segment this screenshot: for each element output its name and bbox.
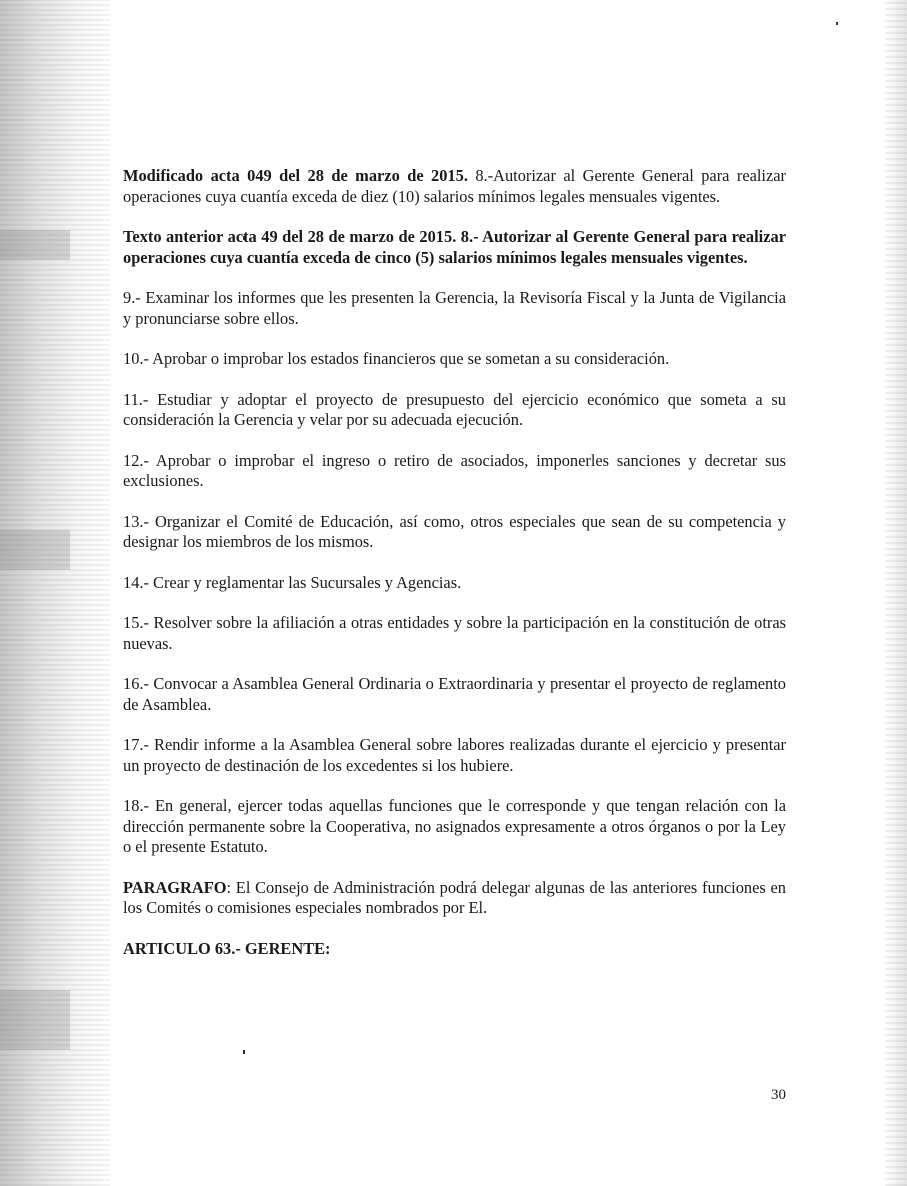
paragraph-item-8-previous: Texto anterior acta 49 del 28 de marzo de 2015. 8.- Autorizar al Gerente General para realizar operaciones cuya cuantía exceda de cinco (5) salarios mínimos legales mensuales vigentes. <box>123 227 786 267</box>
paragraph-item-12: 12.- Aprobar o improbar el ingreso o retiro de asociados, imponerles sanciones y decretar sus exclusiones. <box>123 450 786 490</box>
scan-edge-right <box>885 0 907 1186</box>
paragraph-item-8-modified <box>123 166 786 207</box>
paragrafo-label: PARAGRAFO <box>123 877 227 897</box>
page-number: 30 <box>771 1087 786 1103</box>
paragraph-item-10: 10.- Aprobar o improbar los estados financieros que se sometan a su consideración. <box>123 349 670 368</box>
paragraph-text: : El Consejo de Administración podrá delegar algunas de las anteriores funciones en los Comités o comisiones especiales nombrados por El. <box>123 877 786 917</box>
document-body <box>123 166 786 979</box>
paragraph-item-11: 11.- Estudiar y adoptar el proyecto de presupuesto del ejercicio económico que someta a su consideración la Gerencia y velar por su adecuada ejecución. <box>123 389 786 429</box>
paragraph-item-18: 18.- En general, ejercer todas aquellas funciones que le corresponde y que tengan relación con la dirección permanente sobre la Cooperativa, no asignados expresamente a otros órganos o por la Ley o el presente Estatuto. <box>123 796 786 856</box>
scan-artifact <box>0 230 70 260</box>
paragraph-item-16: 16.- Convocar a Asamblea General Ordinaria o Extraordinaria y presentar el proyecto de reglamento de Asamblea. <box>123 674 786 714</box>
paragraph-text: 8.-Autorizar al Gerente General para realizar operaciones cuya cuantía exceda de diez (10) salarios mínimos legales mensuales vigentes. <box>123 166 786 206</box>
section-heading: ARTICULO 63.- GERENTE: <box>123 938 331 958</box>
paragraph-item-9: 9.- Examinar los informes que les presenten la Gerencia, la Revisoría Fiscal y la Junta de Vigilancia y pronunciarse sobre ellos. <box>123 288 786 328</box>
scan-artifact <box>0 530 70 570</box>
scan-artifact <box>0 990 70 1050</box>
amendment-note: Modificado acta 049 del 28 de marzo de 2015. <box>123 166 468 185</box>
scan-speck <box>243 1050 245 1054</box>
paragraph-item-17: 17.- Rendir informe a la Asamblea General sobre labores realizadas durante el ejercicio y presentar un proyecto de destinación de los excedentes si los hubiere. <box>123 735 786 775</box>
paragraph-item-13: 13.- Organizar el Comité de Educación, así como, otros especiales que sean de su competencia y designar los miembros de los mismos. <box>123 511 786 551</box>
paragraph-paragrafo <box>123 878 786 919</box>
scan-speck <box>836 22 838 25</box>
paragraph-item-14: 14.- Crear y reglamentar las Sucursales y Agencias. <box>123 572 462 592</box>
paragraph-item-15: 15.- Resolver sobre la afiliación a otras entidades y sobre la participación en la constitución de otras nuevas. <box>123 613 786 653</box>
